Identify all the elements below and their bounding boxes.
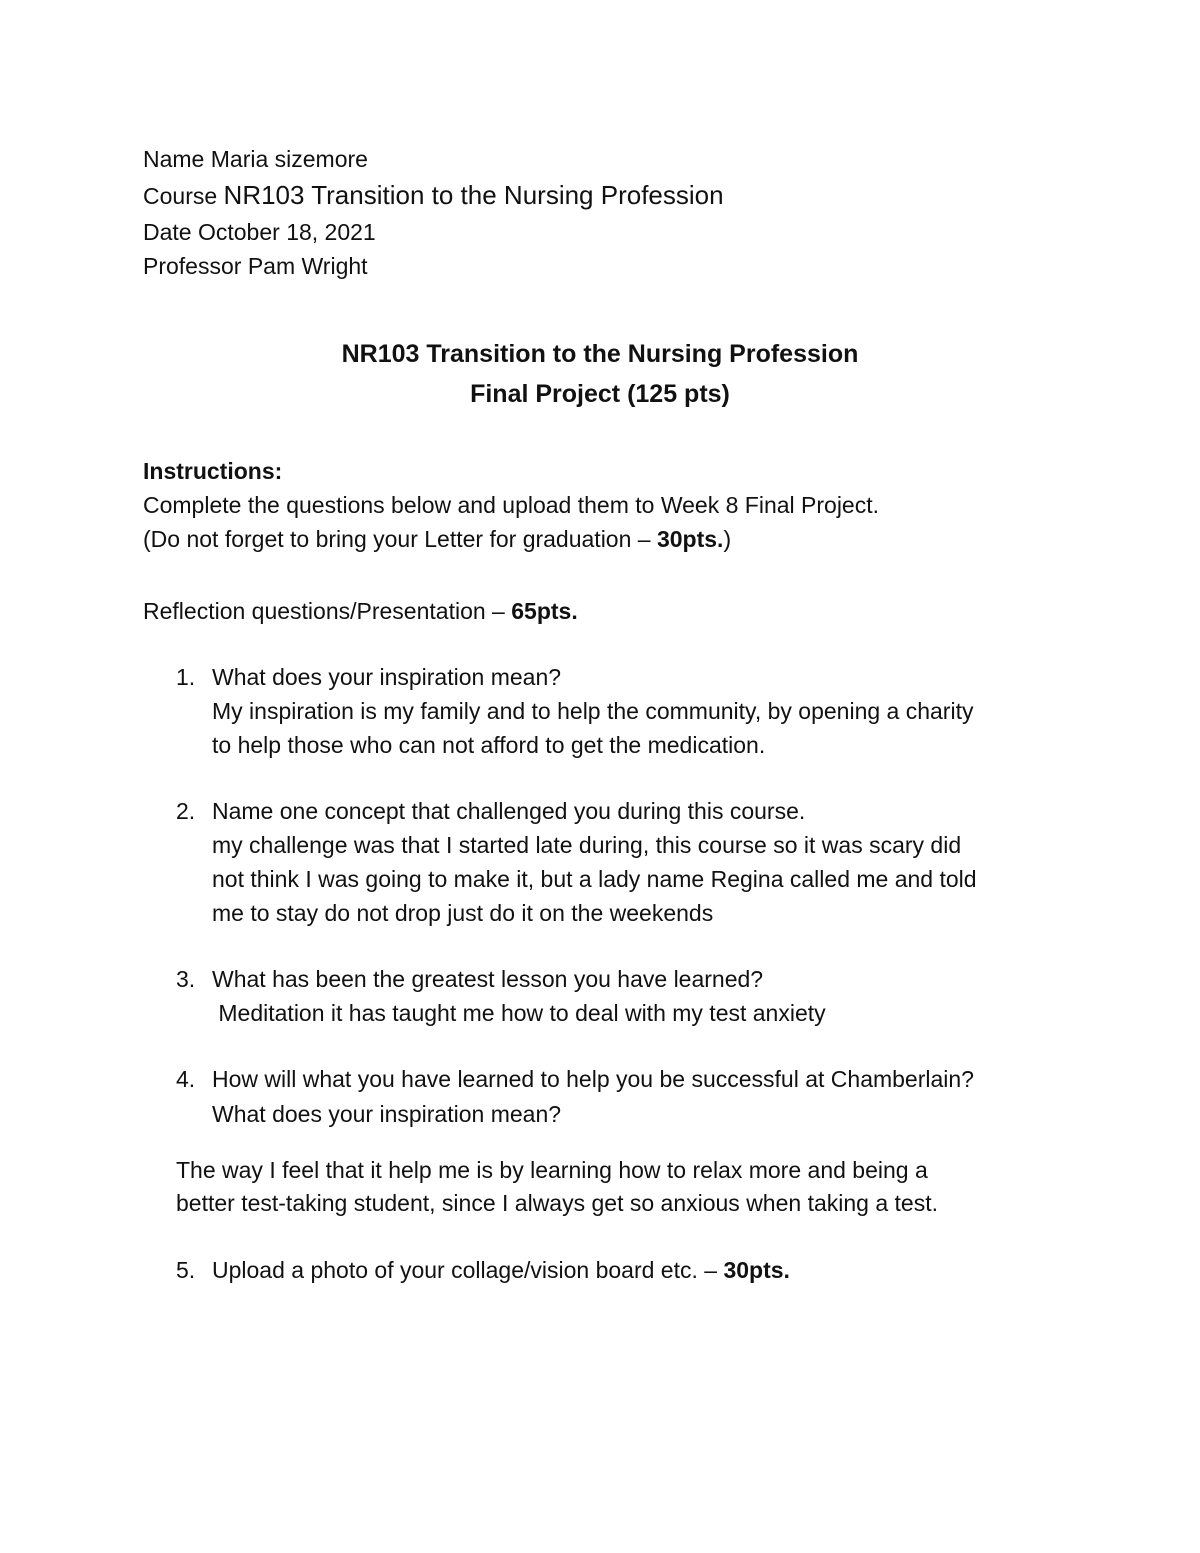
instructions-line-2 <box>143 524 731 554</box>
question-text: What does your inspiration mean? <box>212 664 562 690</box>
question-text: What has been the greatest lesson you have learned? <box>212 966 764 992</box>
instructions-line-1: Complete the questions below and upload them to Week 8 Final Project. <box>143 492 879 518</box>
answer-line: not think I was going to make it, but a lady name Regina called me and told <box>212 866 977 892</box>
answer-line: My inspiration is my family and to help the community, by opening a charity <box>212 698 974 724</box>
instructions-heading: Instructions: <box>143 458 283 484</box>
instructions-line-2-text: (Do not forget to bring your Letter for graduation – <box>143 526 657 552</box>
question-number: 4. <box>176 1066 196 1092</box>
name-line <box>143 144 368 174</box>
question-text <box>212 1255 790 1285</box>
professor-line <box>143 251 368 281</box>
date-line <box>143 217 376 247</box>
answer-line: The way I feel that it help me is by learning how to relax more and being a <box>176 1157 928 1183</box>
professor-value: Pam Wright <box>247 253 368 279</box>
answer-line: to help those who can not afford to get the medication. <box>212 732 766 758</box>
document-subtitle: Final Project (125 pts) <box>470 380 730 408</box>
question-number: 2. <box>176 798 196 824</box>
name-label: Name <box>143 146 205 172</box>
instructions-line-2-close: ) <box>723 526 732 552</box>
answer-line: my challenge was that I started late during, this course so it was scary did <box>212 832 962 858</box>
professor-label: Professor <box>143 253 242 279</box>
reflection-heading-text: Reflection questions/Presentation – <box>143 598 512 624</box>
question-number: 3. <box>176 966 196 992</box>
question-text-continued: What does your inspiration mean? <box>212 1101 562 1127</box>
answer-line: Meditation it has taught me how to deal with my test anxiety <box>212 1000 826 1026</box>
answer-line: better test-taking student, since I always get so anxious when taking a test. <box>176 1190 938 1216</box>
course-value: NR103 Transition to the Nursing Profession <box>223 180 724 210</box>
question-text: How will what you have learned to help you be successful at Chamberlain? <box>212 1066 974 1092</box>
graduation-letter-points: 30pts. <box>656 526 724 552</box>
question-text: Name one concept that challenged you during this course. <box>212 798 806 824</box>
question-5-text: Upload a photo of your collage/vision board etc. – <box>212 1257 724 1283</box>
question-number: 1. <box>176 664 196 690</box>
reflection-points: 65pts. <box>511 598 578 624</box>
date-label: Date <box>143 219 192 245</box>
name-value: Maria sizemore <box>210 146 368 172</box>
course-label: Course <box>143 183 218 209</box>
document-title: NR103 Transition to the Nursing Profession <box>341 340 859 368</box>
course-line <box>143 180 724 211</box>
date-value: October 18, 2021 <box>197 219 376 245</box>
collage-points: 30pts. <box>723 1257 790 1283</box>
answer-line: me to stay do not drop just do it on the weekends <box>212 900 714 926</box>
question-number: 5. <box>176 1257 196 1283</box>
reflection-heading <box>143 596 578 626</box>
